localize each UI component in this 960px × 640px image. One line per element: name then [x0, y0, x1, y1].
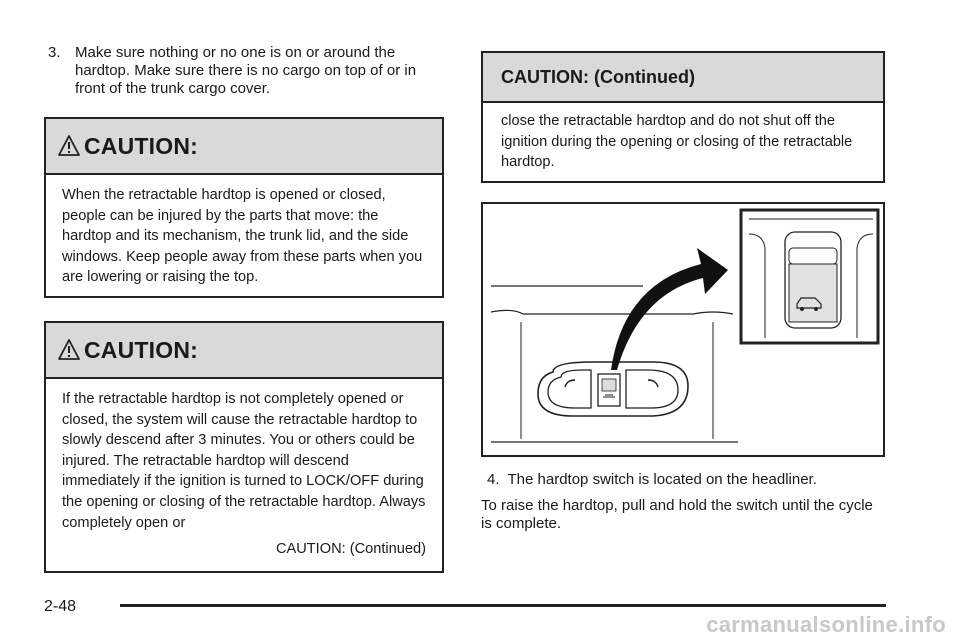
caution-title: CAUTION:: [84, 336, 199, 363]
warning-triangle-icon: [58, 338, 80, 362]
caution-continued-box: [481, 51, 885, 183]
headliner-diagram: [483, 204, 883, 455]
caution-title: CAUTION:: [84, 132, 199, 159]
switch-rocker: [602, 379, 616, 391]
inset-switch-top: [789, 248, 837, 264]
caution-box-1: [44, 117, 444, 298]
caution-title: CAUTION: (Continued): [501, 66, 695, 87]
caution-continued-label: CAUTION: (Continued): [275, 541, 426, 558]
page-number: 2-48: [44, 598, 77, 615]
inset-switch-rocker: [789, 264, 837, 322]
caution-header: [46, 323, 442, 379]
step-4: [487, 471, 817, 489]
caution-body: When the retractable hardtop is opened or closed, people can be injured by the parts that move: the hardtop and its mechanism, the trunk lid, and the side windows. Keep people away from these parts when you are lowering or raising the top.: [62, 187, 423, 286]
step-number: 4.: [487, 471, 500, 488]
step-3: [48, 44, 444, 98]
warning-triangle-icon: [58, 134, 80, 158]
caution-body: close the retractable hardtop and do not shut off the ignition during the opening or closing of the retractable hardtop.: [501, 113, 853, 171]
caution-header: [483, 53, 883, 103]
watermark: carmanualsonline.info: [706, 612, 946, 637]
step-number: 3.: [48, 44, 61, 61]
caution-box-2: [44, 321, 444, 573]
headliner-switch-illustration: [481, 202, 885, 457]
wheel: [814, 307, 818, 311]
wheel: [800, 307, 804, 311]
caution-header: [46, 119, 442, 175]
step-text: Make sure nothing or no one is on or around the hardtop. Make sure there is no cargo on top of or in front of the trunk cargo cover.: [75, 44, 417, 97]
arrow-icon: [611, 248, 728, 370]
caution-body: [46, 379, 442, 572]
headliner-edge: [491, 310, 733, 314]
caution-text: If the retractable hardtop is not completely opened or closed, the system will cause the retractable hardtop to slowly descend after 3 minutes. You or others could be injured. The retractable hardtop will descend immediately if the ignition is turned to LOCK/OFF during the opening or closing of the retractable hardtop. Always completely open or: [62, 391, 426, 531]
footer-rule: [120, 604, 886, 607]
step-text: The hardtop switch is located on the headliner.: [507, 471, 817, 488]
instruction-paragraph: To raise the hardtop, pull and hold the switch until the cycle is complete.: [481, 497, 873, 532]
